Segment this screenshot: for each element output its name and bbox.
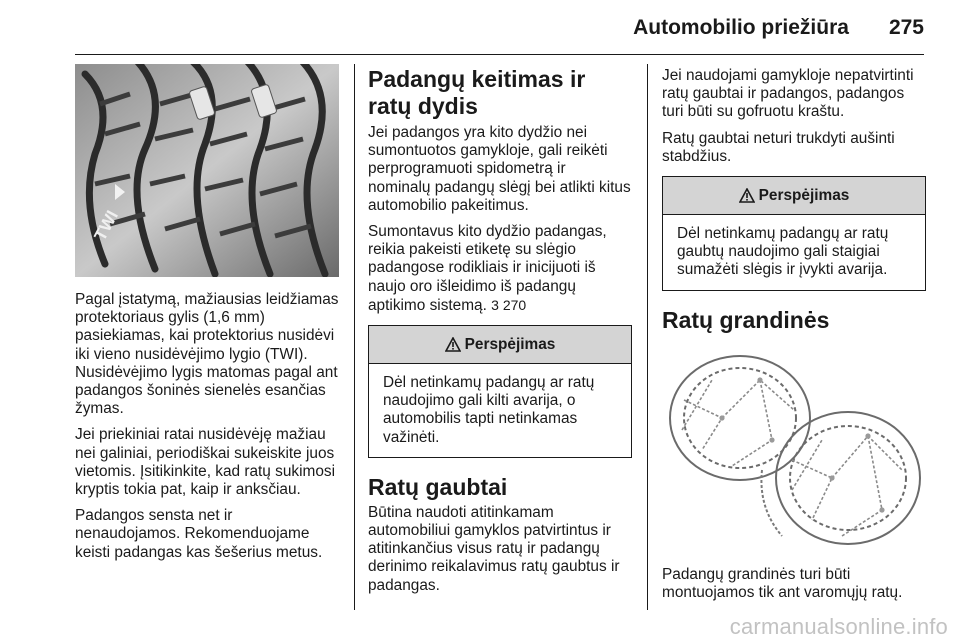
warning-triangle-icon	[445, 337, 461, 352]
paragraph: Ratų gaubtai neturi trukdyti aušinti stabdžius.	[662, 129, 895, 165]
paragraph: Jei priekiniai ratai nusidėvėję mažiau nei galiniai, periodiškai sukeiskite juos vietomis. Įsitikinkite, kad ratų sukimosi kryptis tokia pat, kaip ir anksčiau.	[75, 426, 336, 499]
snow-chains-illustration	[662, 340, 926, 552]
paragraph: Pagal įstatymą, mažiausias leidžiamas protektoriaus gylis (1,6 mm) pasiekiamas, kai protektorius nusidėvi iki vieno nusidėvėjimo lygio (TWI). Nusidėvėjimo lygis matomas pagal ant padangos šoninės sienelės esančias žymas.	[75, 291, 339, 418]
paragraph	[368, 223, 632, 315]
column-divider	[647, 64, 648, 610]
tire-tread-illustration	[75, 64, 339, 277]
section-heading: Ratų gaubtai	[368, 473, 508, 500]
warning-header	[663, 177, 925, 215]
header-rule	[75, 54, 924, 55]
warning-text: Dėl netinkamų padangų ar ratų gaubtų naudojimo gali staigiai sumažėti slėgis ir įvykti avarija.	[677, 225, 889, 279]
warning-box	[368, 325, 632, 458]
warning-header	[369, 326, 631, 364]
page-number: 275	[888, 16, 924, 39]
warning-triangle-icon	[739, 188, 755, 203]
warning-title: Perspėjimas	[758, 186, 850, 204]
page-reference-link[interactable]: 3 270	[491, 296, 527, 313]
column-1	[75, 64, 339, 570]
section-heading: Padangų keitimas ir ratų dydis	[368, 66, 586, 119]
header-title: Automobilio priežiūra	[633, 16, 849, 39]
column-2	[368, 66, 632, 603]
tire-tread-icon	[75, 64, 339, 277]
warning-title: Perspėjimas	[464, 335, 556, 353]
paragraph: Būtina naudoti atitinkamam automobiliui gamyklos patvirtintus ir atitinkančius visus ratų ir padangų derinimo reikalavimus ratų gaubtus ir padangas.	[368, 503, 620, 594]
warning-text: Dėl netinkamų padangų ar ratų naudojimo gali kilti avarija, o automobilis tapti netinkamas važinėti.	[383, 374, 595, 446]
section-heading: Ratų grandinės	[662, 306, 830, 333]
running-header	[633, 6, 924, 50]
paragraph: Jei padangos yra kito dydžio nei sumontuotos gamykloje, gali reikėti perprogramuoti spidometrą ir nominalų padangų slėgį bei atlikti kitus automobilio pakeitimus.	[368, 124, 631, 214]
watermark-text: carmanualsonline.info	[729, 614, 948, 639]
paragraph: Padangų grandinės turi būti montuojamos tik ant varomųjų ratų.	[662, 565, 903, 601]
twi-label: TWI	[90, 207, 122, 244]
paragraph: Padangos sensta net ir nenaudojamos. Rekomenduojame keisti padangas kas šešerius metus.	[75, 507, 323, 561]
column-divider	[354, 64, 355, 610]
column-3	[662, 67, 926, 610]
paragraph: Jei naudojami gamykloje nepatvirtinti ratų gaubtai ir padangos, padangos turi būti su gofruotu kraštu.	[662, 67, 914, 121]
warning-box	[662, 176, 926, 291]
paragraph-text: Sumontavus kito dydžio padangas, reikia pakeisti etiketę su slėgio padangose rodikliais ir inicijuoti iš naujo oro išleidimo iš padangų aptikimo sistemą.	[368, 223, 607, 314]
snow-chain-icon	[662, 340, 926, 552]
